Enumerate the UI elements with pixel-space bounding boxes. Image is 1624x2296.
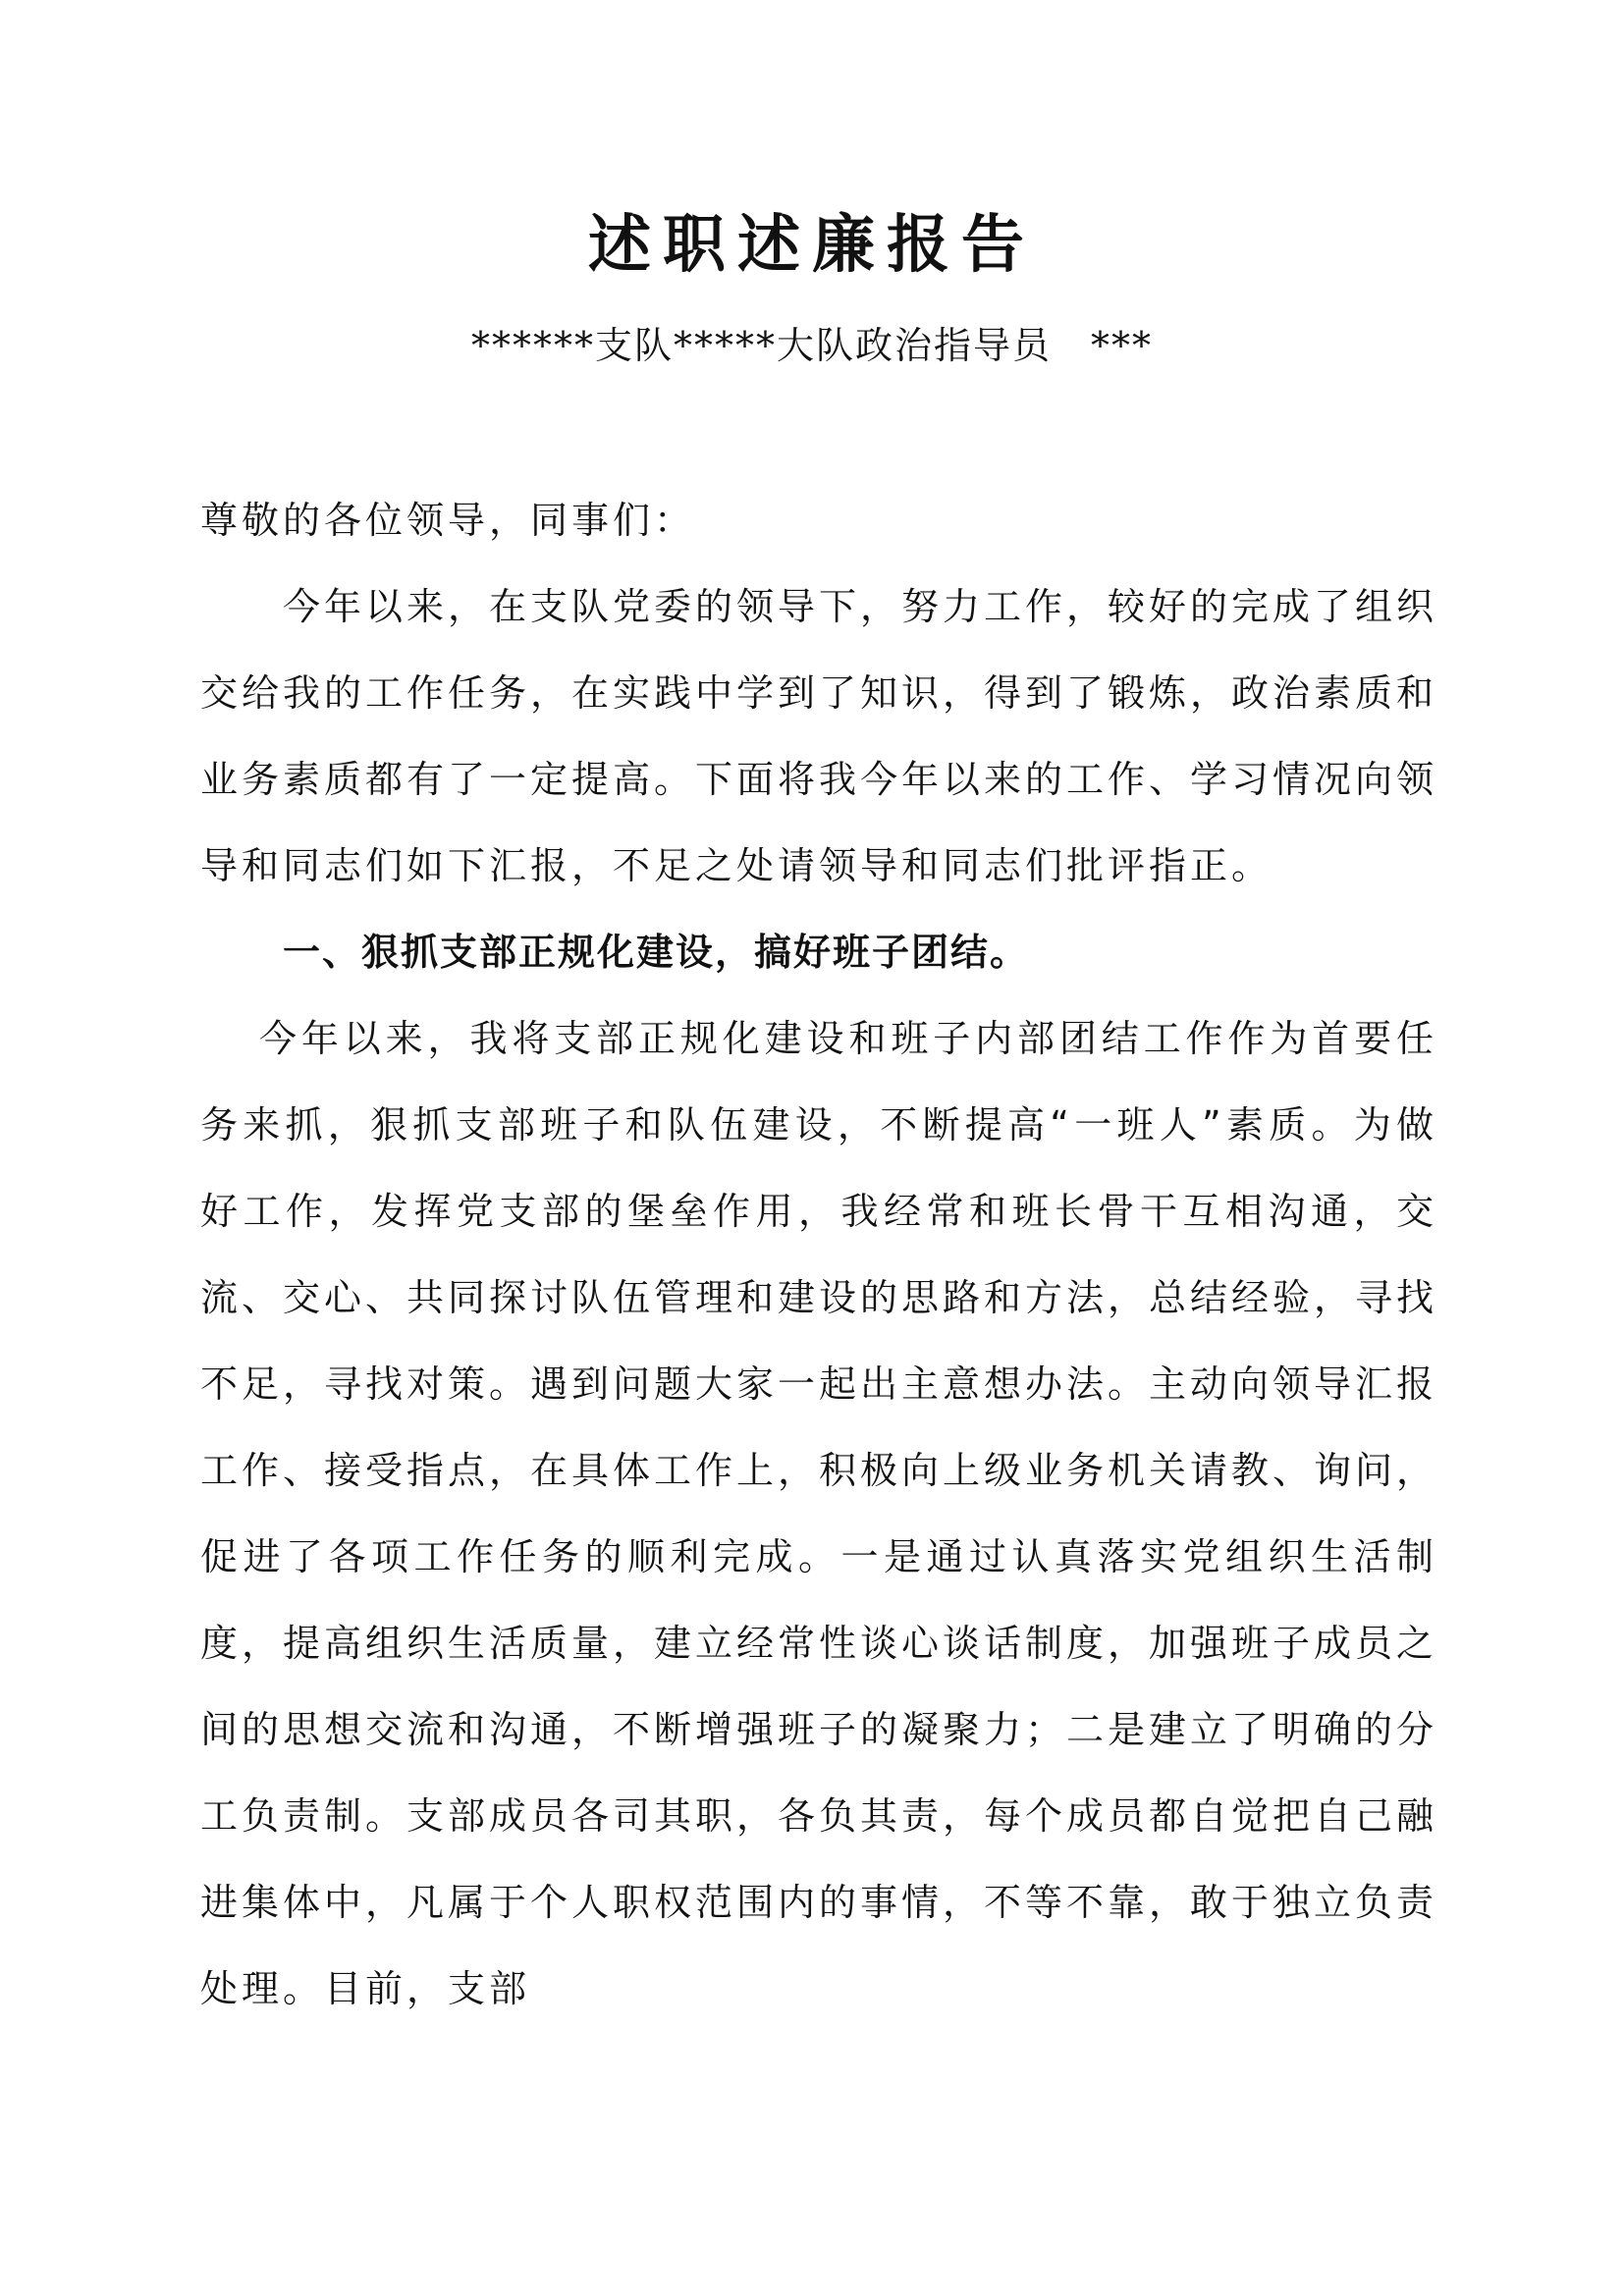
section-1-paragraph: 今年以来，我将支部正规化建设和班子内部团结工作作为首要任务来抓，狠抓支部班子和队伍建设，不断提高“一班人”素质。为做好工作，发挥党支部的堡垒作用，我经常和班长骨干互相沟通，交流、交心、共同探讨队伍管理和建设的思路和方法，总结经验，寻找不足，寻找对策。遇到问题大家一起出主意想办法。主动向领导汇报工作、接受指点，在具体工作上，积极向上级业务机关请教、询问，促进了各项工作任务的顺利完成。一是通过认真落实党组织生活制度，提高组织生活质量，建立经常性谈心谈话制度，加强班子成员之间的思想交流和沟通，不断增强班子的凝聚力；二是建立了明确的分工负责制。支部成员各司其职，各负其责，每个成员都自觉把自己融进集体中，凡属于个人职权范围内的事情，不等不靠，敢于独立负责处理。目前，支部 bbox=[200, 1017, 1438, 2010]
author-line: ******支队*****大队政治指导员 *** bbox=[470, 324, 1153, 367]
document-title: 述职述廉报告 bbox=[588, 208, 1036, 282]
document-body bbox=[200, 477, 1437, 2032]
salutation: 尊敬的各位领导，同事们： bbox=[200, 499, 696, 542]
intro-paragraph: 今年以来，在支队党委的领导下，努力工作，较好的完成了组织交给我的工作任务，在实践中学到了知识，得到了锻炼，政治素质和业务素质都有了一定提高。下面将我今年以来的工作、学习情况向领导和同志们如下汇报，不足之处请领导和同志们批评指正。 bbox=[200, 585, 1438, 887]
section-heading-1: 一、狠抓支部正规化建设，搞好班子团结。 bbox=[283, 931, 1030, 974]
